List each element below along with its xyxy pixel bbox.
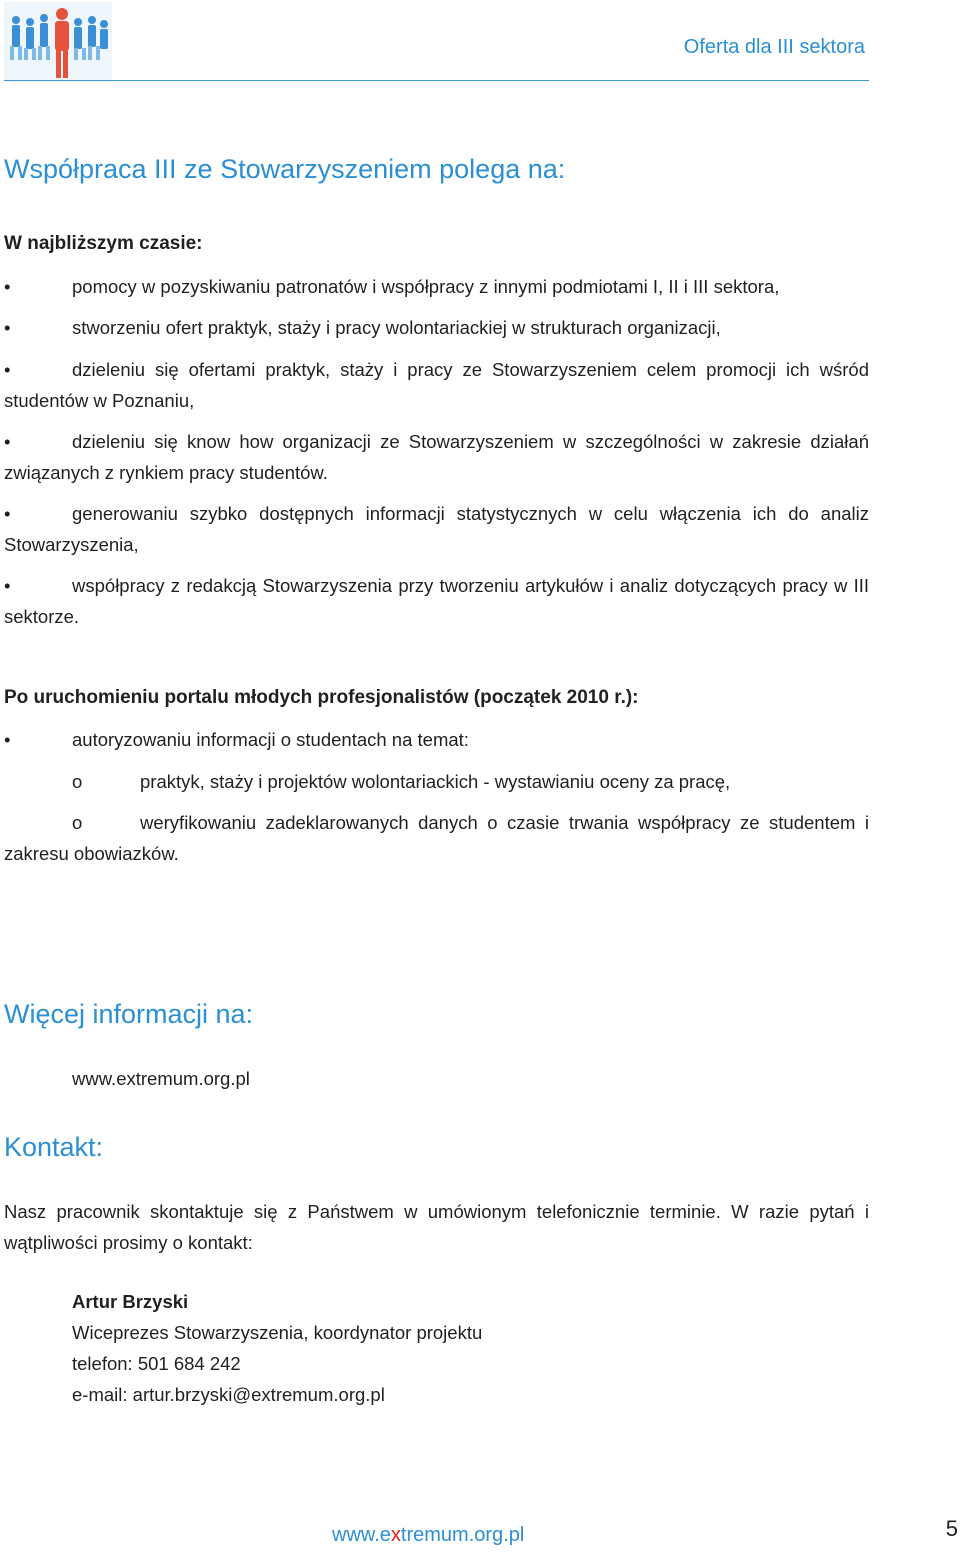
list-item-text: współpracy z redakcją Stowarzyszenia przy tworzeniu artykułów i analiz dotyczących pracy w III sektorze.: [4, 575, 869, 627]
bullet: •: [4, 317, 11, 338]
list-item: [4, 571, 869, 632]
sub-list-item-text: weryfikowaniu zadeklarowanych danych o czasie trwania współpracy ze studentem i zakresu obowiazków.: [4, 812, 869, 864]
bullet: •: [4, 503, 11, 524]
list-item: [4, 427, 869, 488]
contact-role: Wiceprezes Stowarzyszenia, koordynator projektu: [72, 1322, 483, 1343]
list-item-text: generowaniu szybko dostępnych informacji statystycznych w celu włączenia ich do analiz Stowarzyszenia,: [4, 503, 869, 555]
bullet: •: [4, 729, 11, 750]
bullet: •: [4, 431, 11, 452]
header-title: Oferta dla III sektora: [683, 36, 865, 58]
footer-url-accent: x: [390, 1524, 401, 1546]
list-item: [4, 355, 869, 416]
contact-heading: Kontakt:: [4, 1132, 104, 1162]
contact-email[interactable]: e-mail: artur.brzyski@extremum.org.pl: [72, 1384, 385, 1405]
website-link[interactable]: www.extremum.org.pl: [72, 1068, 250, 1089]
sub-list-item-text: praktyk, staży i projektów wolontariackich - wystawianiu oceny za pracę,: [140, 771, 731, 792]
page-number: 5: [945, 1516, 958, 1541]
section-heading: Współpraca III ze Stowarzyszeniem polega na:: [4, 154, 566, 184]
people-logo-icon: [4, 2, 112, 82]
header-divider: [4, 80, 869, 81]
footer-url-part: www.e: [332, 1524, 391, 1546]
list-item: [4, 313, 869, 344]
list-item-text: dzieleniu się ofertami praktyk, staży i pracy ze Stowarzyszeniem celem promocji ich wśród studentów w Poznaniu,: [4, 359, 869, 411]
bullet: •: [4, 575, 11, 596]
list-item-text: dzieleniu się know how organizacji ze Stowarzyszeniem w szczególności w zakresie działań związanych z rynkiem pracy studentów.: [4, 431, 869, 483]
bullet: •: [4, 359, 11, 380]
sub-bullet: o: [72, 812, 83, 833]
footer-website-link[interactable]: [332, 1524, 524, 1547]
subsection-heading: Po uruchomieniu portalu młodych profesjonalistów (początek 2010 r.):: [4, 687, 639, 708]
list-item: [4, 725, 869, 756]
list-item: [4, 499, 869, 560]
contact-intro: Nasz pracownik skontaktuje się z Państwem w umówionym telefonicznie terminie. W razie pytań i wątpliwości prosimy o kontakt:: [4, 1201, 869, 1253]
sub-bullet: o: [72, 771, 83, 792]
more-info-heading: Więcej informacji na:: [4, 999, 254, 1029]
list-item-text: stworzeniu ofert praktyk, staży i pracy wolontariackiej w strukturach organizacji,: [72, 317, 721, 338]
footer-url-part: tremum.org.pl: [400, 1524, 525, 1546]
subsection-heading: W najbliższym czasie:: [4, 233, 203, 254]
contact-phone: telefon: 501 684 242: [72, 1353, 241, 1374]
list-item-text: pomocy w pozyskiwaniu patronatów i współpracy z innymi podmiotami I, II i III sektora,: [72, 276, 780, 297]
list-item: [4, 272, 869, 303]
list-item-text: autoryzowaniu informacji o studentach na temat:: [72, 729, 469, 750]
contact-name: Artur Brzyski: [72, 1291, 189, 1312]
bullet: •: [4, 276, 11, 297]
sub-list-item: [4, 767, 869, 798]
sub-list-item: [4, 808, 869, 869]
